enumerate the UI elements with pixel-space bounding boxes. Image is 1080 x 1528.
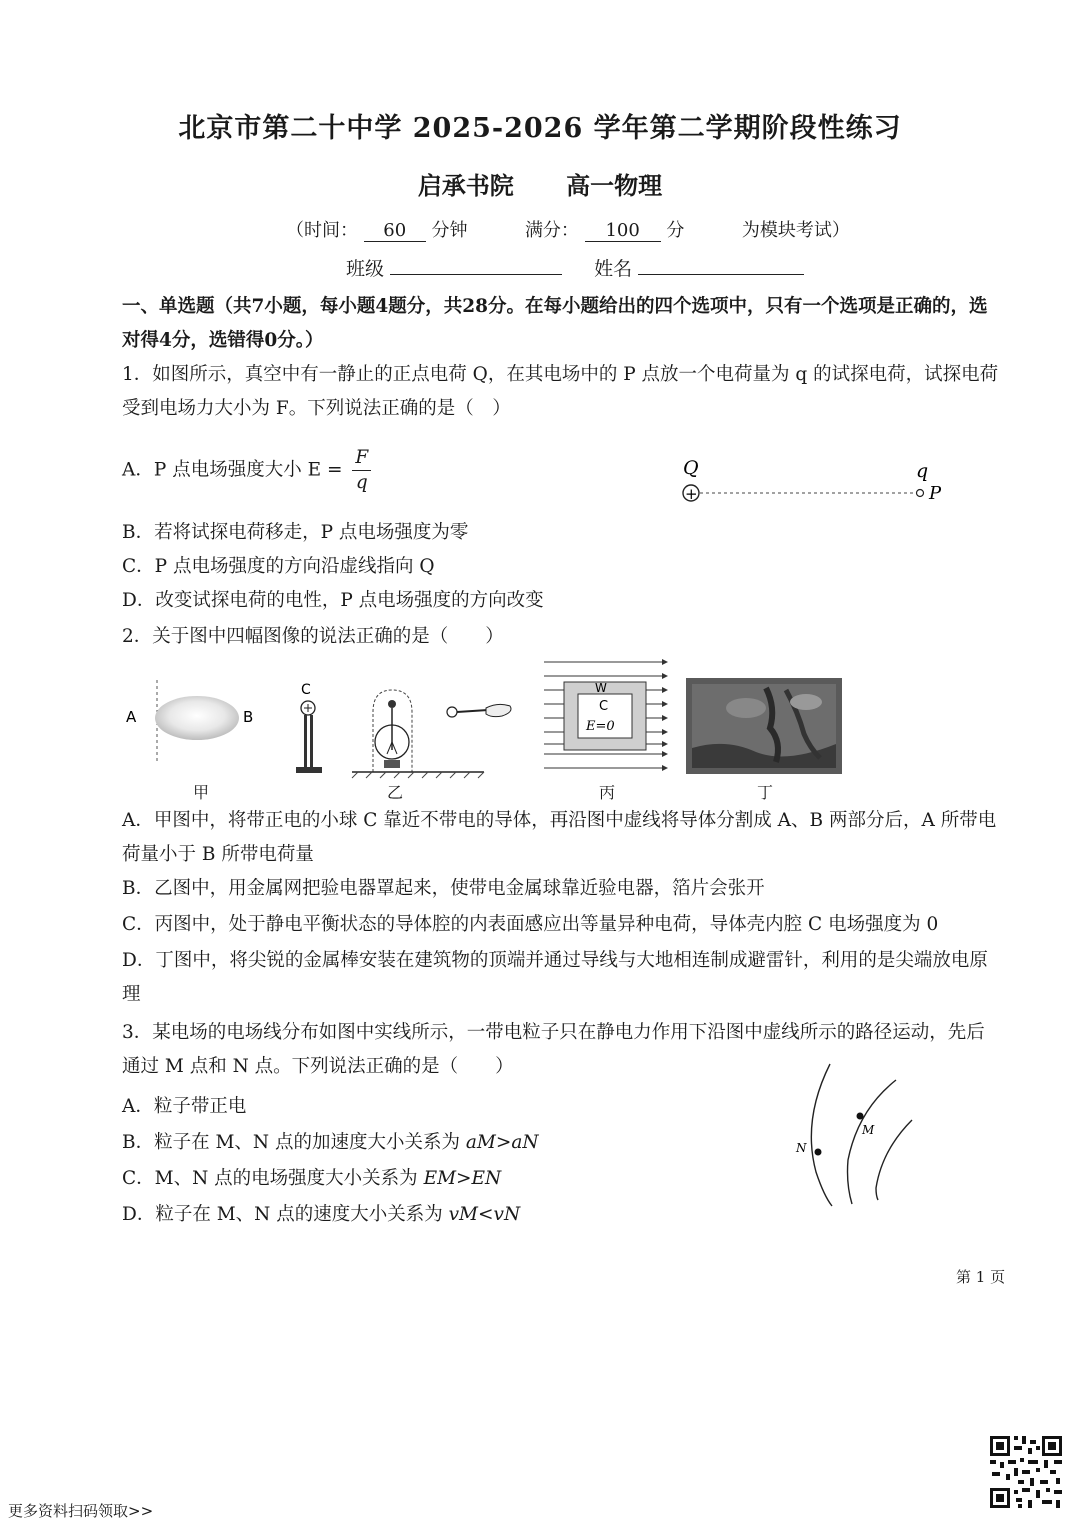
q2-caption-ding: 丁 xyxy=(756,783,773,802)
q2-fig-A-label: A xyxy=(126,708,137,726)
q1-option-d: D．改变试探电荷的电性，P 点电场强度的方向改变 xyxy=(122,590,544,611)
q2-fig-E0-label: E=0 xyxy=(586,719,615,734)
q1-a-fraction xyxy=(352,446,371,495)
q1-fig-q-label: q xyxy=(916,460,929,482)
q2-fig-conductor xyxy=(155,696,239,740)
q3-fig-field-line-2 xyxy=(848,1080,897,1204)
footer-promo[interactable]: 更多资料扫码领取>> xyxy=(8,1502,154,1520)
class-label: 班级 xyxy=(346,258,385,280)
q3-figure xyxy=(788,1060,928,1210)
score-value: 100 xyxy=(585,220,661,242)
q2-stem: 2．关于图中四幅图像的说法正确的是（ ） xyxy=(122,626,504,647)
time-label: （时间： xyxy=(286,220,358,241)
exam-info xyxy=(286,216,850,242)
time-unit: 分钟 xyxy=(431,220,468,241)
student-info xyxy=(346,254,804,281)
q3-fig-field-line-3 xyxy=(876,1120,912,1200)
score-label: 满分： xyxy=(524,220,579,241)
q2-option-c: C．丙图中，处于静电平衡状态的导体腔的内表面感应出等量异种电荷，导体壳内腔 C 电场强度为 0 xyxy=(122,914,939,935)
q1-option-b: B．若将试探电荷移走，P 点电场强度为零 xyxy=(122,522,469,543)
q2-figure-bing xyxy=(542,654,670,776)
q2-fig-B-label: B xyxy=(243,708,254,726)
q1-figure xyxy=(670,452,960,512)
q3-fig-point-N xyxy=(815,1149,822,1156)
q2-caption-yi: 乙 xyxy=(386,783,403,802)
q3-d-text: D．粒子在 M、N 点的速度大小关系为 xyxy=(122,1204,449,1225)
q1-fig-Q-label: Q xyxy=(683,457,699,479)
q1-a-numerator: F xyxy=(352,446,371,471)
q3-stem: 3．某电场的电场线分布如图中实线所示，一带电粒子只在静电力作用下沿图中虚线所示的路径运动，先后通过 M 点和 N 点。下列说法正确的是（ ） xyxy=(122,1022,985,1077)
module-note: 为模块考试） xyxy=(741,220,850,241)
q2-fig-C2-label: C xyxy=(599,699,609,714)
q3-fig-field-line-1 xyxy=(811,1064,832,1206)
q2-caption-bing: 丙 xyxy=(598,783,615,802)
page-title: 北京市第二十中学 2025-2026 学年第二学期阶段性练习 xyxy=(178,113,902,144)
q2-fig-W-label: W xyxy=(595,681,607,695)
q1-stem: 1．如图所示，真空中有一静止的正点电荷 Q，在其电场中的 P 点放一个电荷量为 q 的试探电荷，试探电荷受到电场力大小为 F。下列说法正确的是（ ） xyxy=(122,364,999,419)
q2-figure-yi xyxy=(288,676,518,780)
name-label: 姓名 xyxy=(594,258,633,280)
page-subtitle xyxy=(0,166,1080,201)
q2-figure-jia xyxy=(122,672,272,772)
q3-option-b xyxy=(122,1126,722,1160)
q1-option-a xyxy=(122,446,522,495)
q3-fig-point-M xyxy=(857,1113,864,1120)
class-blank[interactable] xyxy=(390,256,562,275)
q1-fig-point-P xyxy=(917,490,924,497)
q1-a-denominator: q xyxy=(355,472,368,493)
q3-fig-M-label: M xyxy=(862,1123,875,1137)
q3-option-a: A．粒子带正电 xyxy=(122,1096,247,1117)
q3-b-expr: aM>aN xyxy=(465,1132,539,1153)
q2-fig-C-label: C xyxy=(301,682,311,698)
q1-fig-plus: + xyxy=(685,485,698,503)
q2-option-b: B．乙图中，用金属网把验电器罩起来，使带电金属球靠近验电器，箔片会张开 xyxy=(122,878,765,899)
q2-option-a: A．甲图中，将带正电的小球 C 靠近不带电的导体，再沿图中虚线将导体分割成 A、B 两部分后，A 所带电荷量小于 B 所带电荷量 xyxy=(122,810,997,865)
q3-b-text: B．粒子在 M、N 点的加速度大小关系为 xyxy=(122,1132,466,1153)
score-unit: 分 xyxy=(666,220,685,241)
q2-caption-jia: 甲 xyxy=(192,783,209,802)
page-number: 第 1 页 xyxy=(956,1268,1006,1286)
qr-code[interactable] xyxy=(988,1434,1064,1510)
q1-option-c: C．P 点电场强度的方向沿虚线指向 Q xyxy=(122,556,435,577)
q3-option-c xyxy=(122,1162,722,1196)
q2-option-d: D．丁图中，将尖锐的金属棒安装在建筑物的顶端并通过导线与大地相连制成避雷针，利用的是尖端放电原理 xyxy=(122,950,988,1005)
q3-option-d xyxy=(122,1198,722,1232)
subtitle-subject: 高一物理 xyxy=(566,171,663,200)
q1-a-text: A．P 点电场强度大小 E = xyxy=(122,459,343,481)
q2-fig-hand xyxy=(486,704,511,716)
q2-fig-stand xyxy=(304,715,307,767)
q3-d-expr: vM<vN xyxy=(448,1204,521,1225)
q2-fig-metal-ball xyxy=(447,707,457,717)
time-value: 60 xyxy=(364,220,426,242)
q2-figure-ding xyxy=(686,678,842,774)
name-blank[interactable] xyxy=(638,256,804,275)
q3-c-expr: EM>EN xyxy=(423,1168,502,1189)
q3-fig-N-label: N xyxy=(796,1141,807,1155)
subtitle-school: 启承书院 xyxy=(417,171,514,200)
section-heading: 一、单选题（共7小题，每小题4题分，共28分。在每小题给出的四个选项中，只有一个选项是正确的，选对得4分，选错得0分。） xyxy=(122,296,988,351)
q3-c-text: C．M、N 点的电场强度大小关系为 xyxy=(122,1168,424,1189)
q1-fig-P-label: P xyxy=(929,483,942,504)
